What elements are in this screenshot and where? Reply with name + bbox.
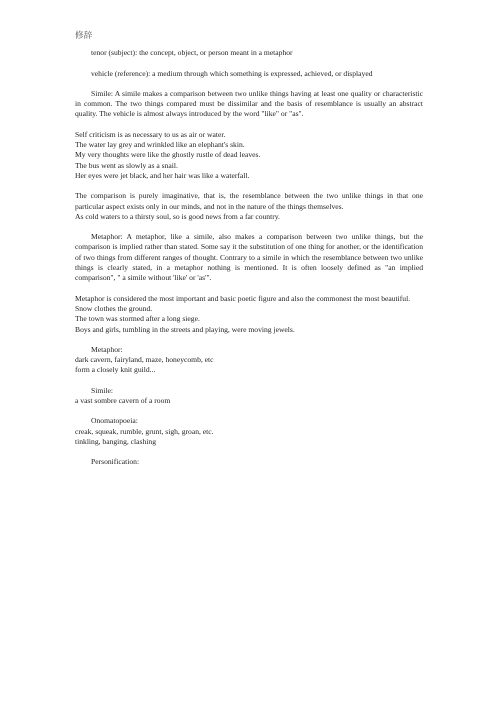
list-item: form a closely knit guild... — [75, 365, 156, 375]
list-item: Self criticism is as necessary to us as air or water. — [75, 129, 226, 139]
list-item: creak, squeak, rumble, grunt, sigh, groan, etc. — [75, 426, 214, 436]
list-item: Her eyes were jet black, and her hair was like a waterfall. — [75, 170, 250, 180]
list-item: a vast sombre cavern of a room — [75, 396, 171, 406]
vehicle-definition: vehicle (reference): a medium through which something is expressed, achieved, or displayed — [91, 68, 373, 78]
document-page — [75, 30, 423, 468]
simile-definition: Simile: A simile makes a comparison between two unlike things having at least one quality or characteristic in common. The two things compared must be dissimilar and the basis of resemblance is usually an abstract quality. The vehicle is almost always introduced by the word "like" or "as". — [75, 88, 423, 119]
personification-label: Personification: — [91, 457, 140, 467]
list-item: My very thoughts were like the ghostly rustle of dead leaves. — [75, 150, 261, 160]
simile-label: Simile: — [91, 385, 113, 395]
metaphor-examples — [75, 304, 423, 335]
metaphor-note: Metaphor is considered the most important and basic poetic figure and also the commonest the most beautiful. — [75, 293, 411, 303]
list-item: tinkling, banging, clashing — [75, 436, 156, 446]
list-item: The water lay grey and wrinkled like an elephant's skin. — [75, 140, 245, 150]
tenor-definition: tenor (subject): the concept, object, or person meant in a metaphor — [91, 48, 293, 58]
comparison-paragraph: The comparison is purely imaginative, that is, the resemblance between the two unlike things in that one particular aspect exists only in our minds, and not in the nature of the things themselves. — [75, 191, 423, 211]
metaphor-definition: Metaphor: A metaphor, like a simile, also makes a comparison between two unlike things, but the comparison is implied rather than stated. Some say it the substitution of one thing for another, or the identification of two things from different ranges of thought. Contrary to a simile in which the resemblance between two unlike things is clearly stated, in a metaphor nothing is mentioned. It is often loosely defined as "an implied comparison", " a simile without 'like' or 'as'". — [75, 232, 423, 283]
list-item: dark cavern, fairyland, maze, honeycomb, etc — [75, 355, 214, 365]
list-item: Snow clothes the ground. — [75, 303, 153, 313]
simile-examples — [75, 130, 423, 181]
list-item: The bus went as slowly as a snail. — [75, 160, 178, 170]
page-title: 修辞 — [75, 30, 93, 40]
list-item: Boys and girls, tumbling in the streets and playing, were moving jewels. — [75, 324, 295, 334]
metaphor-label: Metaphor: — [91, 344, 123, 354]
onomatopoeia-label: Onomatopoeia: — [91, 416, 138, 426]
comparison-example: As cold waters to a thirsty soul, so is good news from a far country. — [75, 211, 280, 221]
list-item: The town was stormed after a long siege. — [75, 314, 200, 324]
